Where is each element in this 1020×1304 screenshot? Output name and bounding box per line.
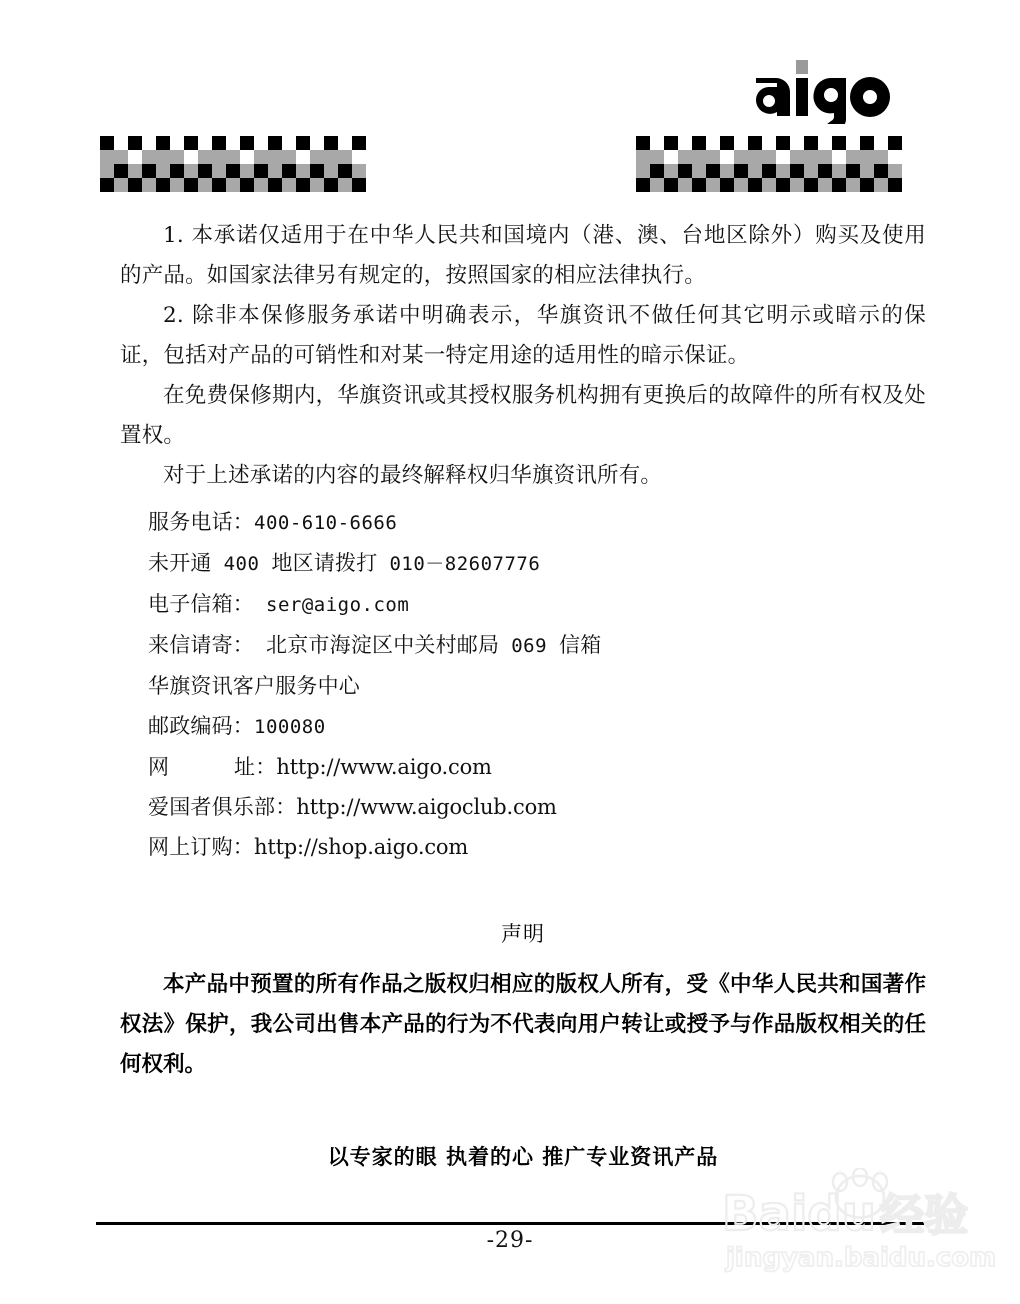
shop-url[interactable]: http://shop.aigo.com [254,835,469,859]
contact-row-email [148,584,926,625]
website-label: 网 [148,755,169,779]
paragraph-clause-2: 2. 除非本保修服务承诺中明确表示，华旗资讯不做任何其它明示或暗示的保证，包括对产品的可销性和对某一特定用途的适用性的暗示保证。 [120,303,926,368]
alt-phone-mid-text: 地区请拨打 [271,551,378,575]
postcode-value: 100080 [254,716,326,738]
contact-row-shop [148,827,926,867]
decorative-checker-bar-right [636,136,908,192]
mailing-address-label: 来信请寄： [148,633,254,657]
mailing-address-value: 北京市海淀区中关村邮局 [266,633,500,657]
decorative-checker-bar-left [100,136,372,192]
alt-phone-area-code: 400 [223,553,260,575]
contact-row-club [148,787,926,827]
declaration-text: 本产品中预置的所有作品之版权归相应的版权人所有，受《中华人民共和国著作权法》保护，我公司出售本产品的行为不代表向用户转让或授予与作品版权相关的任何权利。 [120,972,926,1077]
alt-phone-value: 010－82607776 [389,553,541,575]
service-center-name: 华旗资讯客户服务中心 [148,674,360,698]
company-slogan: 以专家的眼 执着的心 推广专业资讯产品 [327,1145,719,1169]
declaration-title: 声明 [501,922,545,946]
contact-row-service-center [148,666,926,706]
email-label: 电子信箱： [148,592,254,616]
contact-row-mailing-address [148,625,926,666]
shop-label: 网上订购： [148,835,254,859]
club-label: 爱国者俱乐部： [148,795,297,819]
paragraph-clause-1: 1. 本承诺仅适用于在中华人民共和国境内（港、澳、台地区除外）购买及使用的产品。如国家法律另有规定的，按照国家的相应法律执行。 [120,223,926,288]
paragraph-warranty-ownership: 在免费保修期内，华旗资讯或其授权服务机构拥有更换后的故障件的所有权及处置权。 [120,383,926,448]
contact-row-postcode [148,706,926,747]
declaration-section [120,917,926,1085]
postcode-label: 邮政编码： [148,714,254,738]
aigo-logo [752,48,892,124]
email-value: ser@aigo.com [266,594,410,616]
mailing-address-box-number: 069 [511,635,548,657]
watermark-url: jingyan.baidu.com [726,1243,997,1273]
watermark-brand-cn: 经验 [880,1190,968,1241]
service-phone-value: 400-610-6666 [254,512,398,534]
service-phone-label: 服务电话： [148,510,254,534]
contact-row-alt-phone [148,543,926,584]
footer-divider [96,1222,924,1225]
website-label-suffix: 址： [234,755,277,779]
mailing-address-suffix: 信箱 [559,633,602,657]
watermark-brand: Baidu [722,1186,876,1242]
alt-phone-prefix: 未开通 [148,551,212,575]
club-url[interactable]: http://www.aigoclub.com [296,795,557,819]
website-url[interactable]: http://www.aigo.com [276,755,492,779]
contact-row-website [148,747,926,787]
document-body [120,216,926,1171]
contact-row-service-phone [148,502,926,543]
page-number: -29- [486,1228,534,1253]
contact-information-block [120,502,926,867]
paragraph-final-interpretation: 对于上述承诺的内容的最终解释权归华旗资讯所有。 [163,463,663,488]
